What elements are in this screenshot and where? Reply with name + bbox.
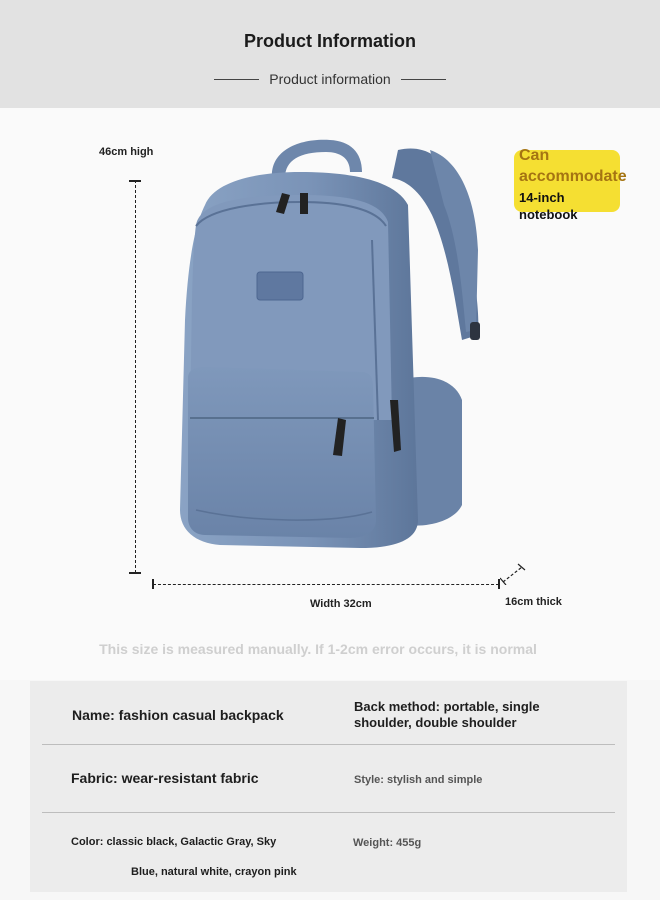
spec-table [30, 681, 627, 892]
spec-fabric: Fabric: wear-resistant fabric [71, 770, 259, 786]
badge-line-3: 14-inch [519, 190, 565, 205]
height-dashed-line [135, 180, 136, 573]
measurement-note: This size is measured manually. If 1-2cm error occurs, it is normal [99, 641, 537, 657]
width-dashed-line [153, 584, 499, 585]
thickness-marker [500, 563, 530, 585]
spec-weight: Weight: 455g [353, 837, 422, 849]
spec-back-method-line2: shoulder, double shoulder [354, 715, 517, 730]
page-subtitle: Product information [269, 71, 391, 87]
spec-name: Name: fashion casual backpack [72, 707, 284, 723]
spec-back-method-line1: Back method: portable, single [354, 699, 540, 714]
height-marker-bottom [129, 572, 141, 574]
width-label: Width 32cm [310, 598, 372, 610]
spec-color-line1: Color: classic black, Galactic Gray, Sky [71, 836, 277, 848]
page-title: Product Information [244, 31, 416, 51]
badge-line-2: accommodate [519, 168, 627, 185]
spec-divider-1 [42, 744, 615, 745]
height-label: 46cm high [99, 146, 154, 158]
badge-line-1: Can [519, 147, 550, 164]
badge-line-4: notebook [519, 207, 578, 222]
spec-style: Style: stylish and simple [354, 774, 483, 786]
spec-divider-2 [42, 812, 615, 813]
spec-color-line2: Blue, natural white, crayon pink [131, 866, 297, 878]
thickness-label: 16cm thick [505, 596, 562, 608]
